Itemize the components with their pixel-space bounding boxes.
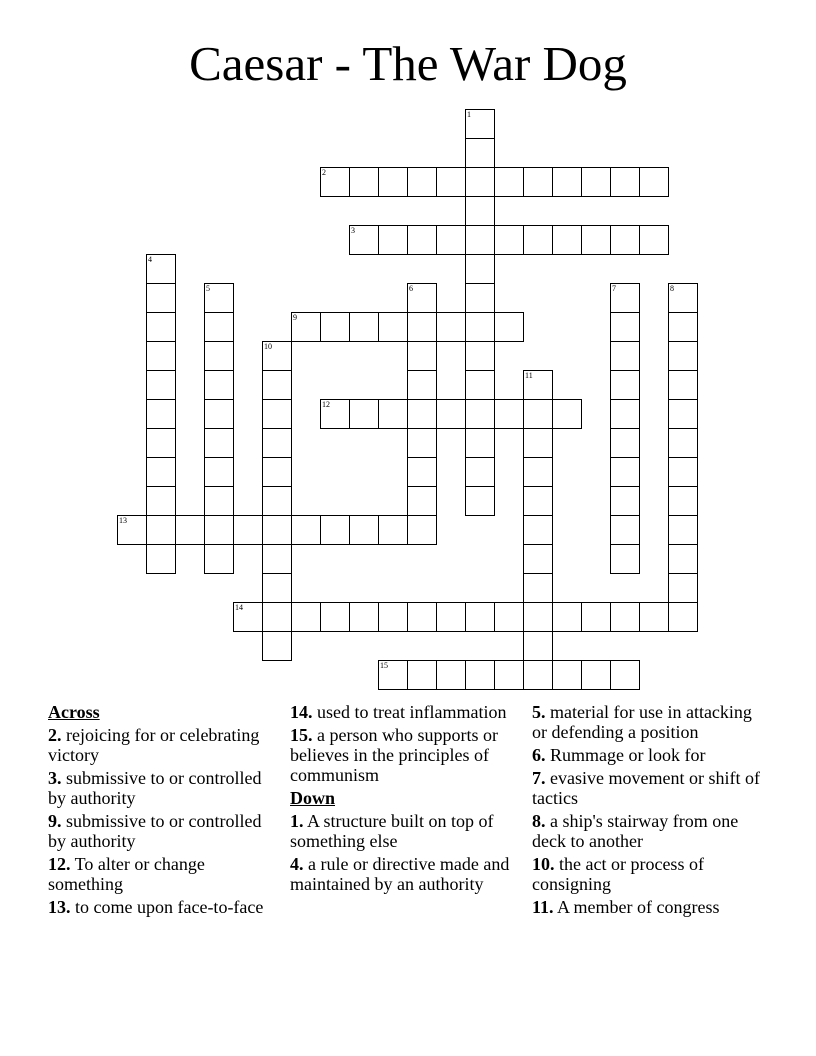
cell-number: 7 <box>612 284 616 293</box>
grid-cell[interactable] <box>378 225 408 255</box>
grid-cell[interactable] <box>146 341 176 371</box>
grid-cell[interactable] <box>407 167 437 197</box>
cell-number: 10 <box>264 342 272 351</box>
grid-cell[interactable] <box>204 399 234 429</box>
cell-number: 9 <box>293 313 297 322</box>
grid-cell[interactable] <box>552 225 582 255</box>
grid-cell[interactable] <box>523 225 553 255</box>
grid-cell[interactable] <box>581 660 611 690</box>
grid-cell[interactable] <box>146 515 176 545</box>
clue-number: 4. <box>290 854 304 874</box>
grid-cell[interactable] <box>407 515 437 545</box>
grid-cell[interactable] <box>378 602 408 632</box>
puzzle-title: Caesar - The War Dog <box>189 36 627 91</box>
clues-column-3 <box>532 702 770 920</box>
grid-cell[interactable] <box>204 457 234 487</box>
clue-text: To alter or change something <box>48 854 205 894</box>
grid-cell[interactable] <box>610 544 640 574</box>
cell-number: 14 <box>235 603 243 612</box>
grid-cell[interactable] <box>436 660 466 690</box>
grid-cell[interactable] <box>552 602 582 632</box>
grid-cell[interactable] <box>465 399 495 429</box>
grid-cell[interactable] <box>465 341 495 371</box>
grid-cell[interactable] <box>146 254 176 284</box>
grid-cell[interactable] <box>407 399 437 429</box>
clue-text: material for use in attacking or defending a position <box>532 702 752 742</box>
down-clue-4 <box>290 854 526 894</box>
grid-cell[interactable] <box>146 457 176 487</box>
grid-cell[interactable] <box>465 370 495 400</box>
grid-cell[interactable] <box>407 370 437 400</box>
grid-cell[interactable] <box>378 312 408 342</box>
grid-cell[interactable] <box>146 486 176 516</box>
grid-cell[interactable] <box>610 428 640 458</box>
grid-cell[interactable] <box>204 515 234 545</box>
grid-cell[interactable] <box>146 370 176 400</box>
grid-cell[interactable] <box>291 602 321 632</box>
clue-number: 3. <box>48 768 62 788</box>
grid-cell[interactable] <box>552 167 582 197</box>
grid-cell[interactable] <box>552 660 582 690</box>
grid-cell[interactable] <box>668 312 698 342</box>
grid-cell[interactable] <box>465 254 495 284</box>
grid-cell[interactable] <box>668 370 698 400</box>
grid-cell[interactable] <box>494 602 524 632</box>
grid-cell[interactable] <box>523 544 553 574</box>
grid-cell[interactable] <box>320 399 350 429</box>
clue-number: 11. <box>532 897 554 917</box>
grid-cell[interactable] <box>668 428 698 458</box>
grid-cell[interactable] <box>494 660 524 690</box>
cell-number: 12 <box>322 400 330 409</box>
grid-cell[interactable] <box>610 602 640 632</box>
grid-cell[interactable] <box>349 312 379 342</box>
grid-cell[interactable] <box>436 225 466 255</box>
clue-number: 14. <box>290 702 313 722</box>
grid-cell[interactable] <box>465 660 495 690</box>
grid-cell[interactable] <box>610 660 640 690</box>
grid-cell[interactable] <box>610 283 640 313</box>
clue-text: submissive to or controlled by authority <box>48 768 262 808</box>
cell-number: 1 <box>467 110 471 119</box>
grid-cell[interactable] <box>523 660 553 690</box>
across-clue-14 <box>290 702 526 722</box>
grid-cell[interactable] <box>204 370 234 400</box>
grid-cell[interactable] <box>610 225 640 255</box>
clue-number: 9. <box>48 811 62 831</box>
grid-cell[interactable] <box>291 515 321 545</box>
grid-cell[interactable] <box>407 283 437 313</box>
grid-cell[interactable] <box>610 341 640 371</box>
grid-cell[interactable] <box>146 312 176 342</box>
grid-cell[interactable] <box>378 399 408 429</box>
down-clue-6 <box>532 745 770 765</box>
grid-cell[interactable] <box>407 225 437 255</box>
grid-cell[interactable] <box>291 312 321 342</box>
grid-cell[interactable] <box>610 515 640 545</box>
grid-cell[interactable] <box>639 225 669 255</box>
grid-cell[interactable] <box>320 515 350 545</box>
grid-cell[interactable] <box>146 399 176 429</box>
grid-cell[interactable] <box>523 167 553 197</box>
grid-cell[interactable] <box>639 602 669 632</box>
grid-cell[interactable] <box>262 515 292 545</box>
clue-number: 2. <box>48 725 62 745</box>
grid-cell[interactable] <box>204 544 234 574</box>
cell-number: 5 <box>206 284 210 293</box>
grid-cell[interactable] <box>581 225 611 255</box>
down-clue-8 <box>532 811 770 851</box>
grid-cell[interactable] <box>668 283 698 313</box>
grid-cell[interactable] <box>465 283 495 313</box>
grid-cell[interactable] <box>494 312 524 342</box>
grid-cell[interactable] <box>407 341 437 371</box>
clue-text: the act or process of consigning <box>532 854 704 894</box>
grid-cell[interactable] <box>465 109 495 139</box>
grid-cell[interactable] <box>668 515 698 545</box>
grid-cell[interactable] <box>262 631 292 661</box>
clue-text: A structure built on top of something else <box>290 811 494 851</box>
grid-cell[interactable] <box>204 341 234 371</box>
grid-cell[interactable] <box>668 399 698 429</box>
clue-number: 1. <box>290 811 304 831</box>
grid-cell[interactable] <box>262 486 292 516</box>
grid-cell[interactable] <box>378 515 408 545</box>
clue-number: 13. <box>48 897 71 917</box>
grid-cell[interactable] <box>465 428 495 458</box>
clue-text: submissive to or controlled by authority <box>48 811 262 851</box>
grid-cell[interactable] <box>610 370 640 400</box>
grid-cell[interactable] <box>436 167 466 197</box>
grid-cell[interactable] <box>146 544 176 574</box>
grid-cell[interactable] <box>262 544 292 574</box>
grid-cell[interactable] <box>668 486 698 516</box>
grid-cell[interactable] <box>523 602 553 632</box>
grid-cell[interactable] <box>407 428 437 458</box>
down-clue-11 <box>532 897 770 917</box>
grid-cell[interactable] <box>407 486 437 516</box>
grid-cell[interactable] <box>465 486 495 516</box>
across-heading: Across <box>48 702 100 722</box>
grid-cell[interactable] <box>204 312 234 342</box>
down-clue-7 <box>532 768 770 808</box>
grid-cell[interactable] <box>581 602 611 632</box>
grid-cell[interactable] <box>465 196 495 226</box>
grid-cell[interactable] <box>407 602 437 632</box>
clue-number: 8. <box>532 811 546 831</box>
cell-number: 13 <box>119 516 127 525</box>
grid-cell[interactable] <box>523 457 553 487</box>
clues-column-1 <box>48 702 283 920</box>
grid-cell[interactable] <box>320 602 350 632</box>
grid-cell[interactable] <box>320 312 350 342</box>
clue-number: 7. <box>532 768 546 788</box>
grid-cell[interactable] <box>668 341 698 371</box>
clue-text: to come upon face-to-face <box>70 897 264 917</box>
grid-cell[interactable] <box>610 167 640 197</box>
clue-text: used to treat inflammation <box>312 702 507 722</box>
grid-cell[interactable] <box>465 138 495 168</box>
grid-cell[interactable] <box>262 602 292 632</box>
grid-cell[interactable] <box>610 457 640 487</box>
grid-cell[interactable] <box>523 370 553 400</box>
grid-cell[interactable] <box>146 283 176 313</box>
grid-cell[interactable] <box>378 660 408 690</box>
grid-cell[interactable] <box>349 515 379 545</box>
grid-cell[interactable] <box>668 602 698 632</box>
grid-cell[interactable] <box>523 399 553 429</box>
grid-cell[interactable] <box>320 167 350 197</box>
down-heading: Down <box>290 788 336 808</box>
cell-number: 15 <box>380 661 388 670</box>
clue-number: 10. <box>532 854 555 874</box>
grid-cell[interactable] <box>436 399 466 429</box>
grid-cell[interactable] <box>523 631 553 661</box>
across-clue-15 <box>290 725 526 785</box>
clue-text: rejoicing for or celebrating victory <box>48 725 260 765</box>
grid-cell[interactable] <box>465 457 495 487</box>
grid-cell[interactable] <box>349 399 379 429</box>
grid-cell[interactable] <box>668 457 698 487</box>
grid-cell[interactable] <box>407 312 437 342</box>
grid-cell[interactable] <box>552 399 582 429</box>
grid-cell[interactable] <box>494 399 524 429</box>
grid-cell[interactable] <box>668 544 698 574</box>
cell-number: 3 <box>351 226 355 235</box>
grid-cell[interactable] <box>668 573 698 603</box>
clue-number: 6. <box>532 745 546 765</box>
grid-cell[interactable] <box>262 573 292 603</box>
grid-cell[interactable] <box>204 283 234 313</box>
grid-cell[interactable] <box>436 312 466 342</box>
down-clue-1 <box>290 811 526 851</box>
clues-column-2 <box>290 702 526 897</box>
clue-text: a person who supports or believes in the principles of communism <box>290 725 498 785</box>
grid-cell[interactable] <box>349 167 379 197</box>
grid-cell[interactable] <box>204 486 234 516</box>
grid-cell[interactable] <box>146 428 176 458</box>
grid-cell[interactable] <box>494 167 524 197</box>
grid-cell[interactable] <box>262 341 292 371</box>
grid-cell[interactable] <box>407 457 437 487</box>
down-clue-10 <box>532 854 770 894</box>
grid-cell[interactable] <box>523 486 553 516</box>
grid-cell[interactable] <box>233 515 263 545</box>
cell-number: 4 <box>148 255 152 264</box>
grid-cell[interactable] <box>610 312 640 342</box>
grid-cell[interactable] <box>349 225 379 255</box>
across-clue-2 <box>48 725 283 765</box>
cell-number: 2 <box>322 168 326 177</box>
grid-cell[interactable] <box>262 428 292 458</box>
grid-cell[interactable] <box>349 602 379 632</box>
grid-cell[interactable] <box>523 515 553 545</box>
across-clue-3 <box>48 768 283 808</box>
grid-cell[interactable] <box>494 225 524 255</box>
grid-cell[interactable] <box>610 399 640 429</box>
grid-cell[interactable] <box>204 428 234 458</box>
clue-number: 12. <box>48 854 71 874</box>
grid-cell[interactable] <box>465 312 495 342</box>
clue-text: A member of congress <box>553 897 720 917</box>
clue-number: 15. <box>290 725 313 745</box>
across-clue-9 <box>48 811 283 851</box>
clue-text: Rummage or look for <box>545 745 706 765</box>
grid-cell[interactable] <box>610 486 640 516</box>
grid-cell[interactable] <box>465 602 495 632</box>
clue-text: a rule or directive made and maintained by an authority <box>290 854 510 894</box>
grid-cell[interactable] <box>639 167 669 197</box>
down-clue-5 <box>532 702 770 742</box>
grid-cell[interactable] <box>436 602 466 632</box>
grid-cell[interactable] <box>233 602 263 632</box>
grid-cell[interactable] <box>523 573 553 603</box>
grid-cell[interactable] <box>407 660 437 690</box>
clue-number: 5. <box>532 702 546 722</box>
cell-number: 6 <box>409 284 413 293</box>
grid-cell[interactable] <box>378 167 408 197</box>
grid-cell[interactable] <box>465 167 495 197</box>
grid-cell[interactable] <box>523 428 553 458</box>
clue-text: evasive movement or shift of tactics <box>532 768 760 808</box>
grid-cell[interactable] <box>262 457 292 487</box>
grid-cell[interactable] <box>175 515 205 545</box>
cell-number: 11 <box>525 371 533 380</box>
cell-number: 8 <box>670 284 674 293</box>
clue-text: a ship's stairway from one deck to another <box>532 811 739 851</box>
grid-cell[interactable] <box>262 370 292 400</box>
grid-cell[interactable] <box>465 225 495 255</box>
across-clue-12 <box>48 854 283 894</box>
across-clue-13 <box>48 897 283 917</box>
grid-cell[interactable] <box>117 515 147 545</box>
grid-cell[interactable] <box>581 167 611 197</box>
grid-cell[interactable] <box>262 399 292 429</box>
